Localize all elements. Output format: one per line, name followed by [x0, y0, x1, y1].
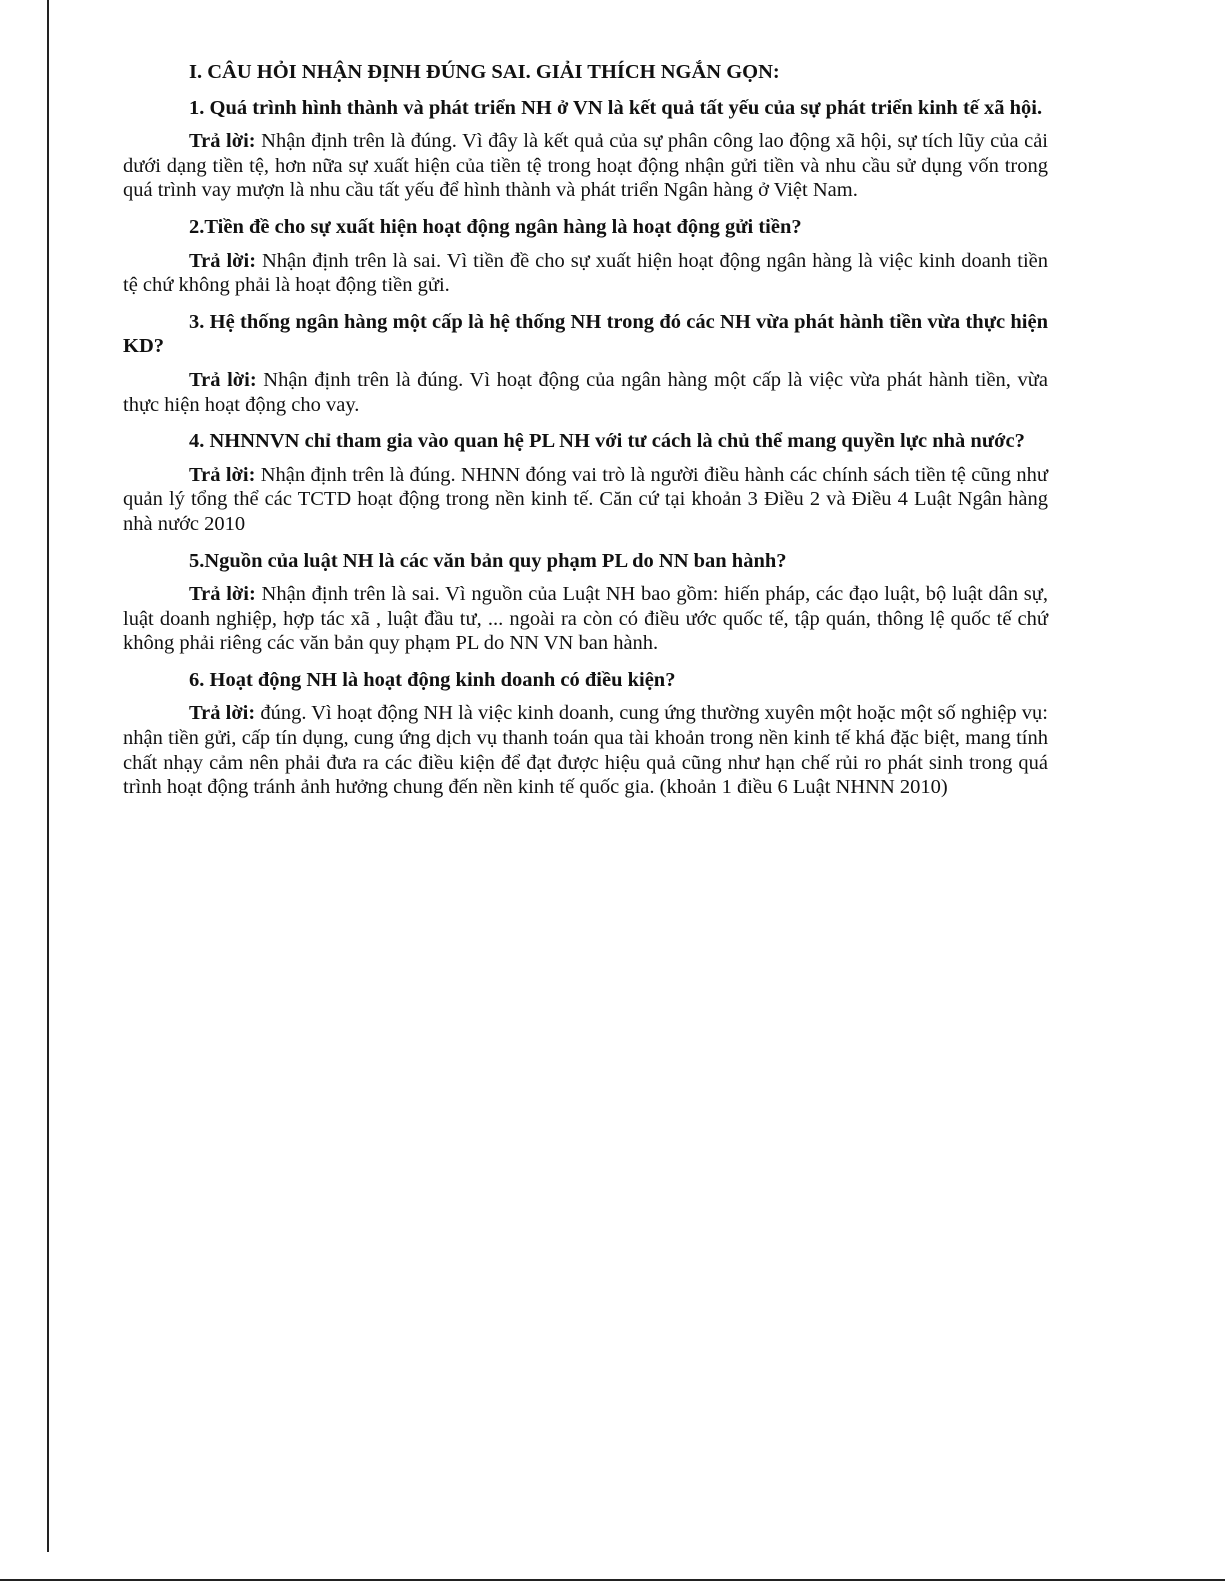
- answer-label: Trả lời:: [189, 583, 256, 606]
- answer-text: Nhận định trên là đúng. Vì hoạt động của ngân hàng một cấp là việc vừa phát hành tiền, vừa thực hiện hoạt động cho vay.: [123, 368, 1048, 416]
- question-2: 2.Tiền đề cho sự xuất hiện hoạt động ngân hàng là hoạt động gửi tiền?: [189, 215, 802, 238]
- answer-text: đúng. Vì hoạt động NH là việc kinh doanh, cung ứng thường xuyên một hoặc một số nghiệp vụ: nhận tiền gửi, cấp tín dụng, cung ứng dịch vụ thanh toán qua tài khoản trong nền kinh tế khá đặc biệt, mang tính chất nhạy cảm nên phải đưa ra các điều kiện để đạt được hiệu quả cũng như hạn chế rủi ro phát sinh trong quá trình hoạt động tránh ảnh hưởng chung đến nền kinh tế quốc gia. (khoản 1 điều 6 Luật NHNN 2010): [123, 702, 1048, 799]
- answer-5: [123, 582, 1048, 656]
- answer-label: Trả lời:: [189, 130, 256, 153]
- qa-item-3: [123, 310, 1048, 417]
- answer-3: [123, 368, 1048, 417]
- question-1: 1. Quá trình hình thành và phát triển NH ở VN là kết quả tất yếu của sự phát triển kinh tế xã hội.: [189, 96, 1043, 119]
- page-bottom-border: [0, 1579, 1225, 1581]
- left-margin-line: [47, 0, 49, 1552]
- answer-label: Trả lời:: [189, 702, 256, 725]
- question-4: 4. NHNNVN chỉ tham gia vào quan hệ PL NH với tư cách là chủ thể mang quyền lực nhà nước?: [189, 430, 1025, 453]
- question-3: 3. Hệ thống ngân hàng một cấp là hệ thống NH trong đó các NH vừa phát hành tiền vừa thực hiện KD?: [123, 310, 1048, 358]
- qa-item-6: [123, 668, 1048, 800]
- answer-4: [123, 463, 1048, 537]
- answer-text: Nhận định trên là sai. Vì tiền đề cho sự xuất hiện hoạt động ngân hàng là việc kinh doanh tiền tệ chứ không phải là hoạt động tiền gửi.: [123, 249, 1048, 297]
- document-body: [123, 60, 1048, 812]
- answer-6: [123, 701, 1048, 799]
- qa-item-2: [123, 215, 1048, 298]
- answer-text: Nhận định trên là đúng. NHNN đóng vai trò là người điều hành các chính sách tiền tệ cũng như quản lý tổng thể các TCTD hoạt động trong nền kinh tế. Căn cứ tại khoản 3 Điều 2 và Điều 4 Luật Ngân hàng nhà nước 2010: [123, 463, 1048, 535]
- answer-label: Trả lời:: [189, 249, 257, 272]
- qa-item-4: [123, 429, 1048, 536]
- answer-text: Nhận định trên là đúng. Vì đây là kết quả của sự phân công lao động xã hội, sự tích lũy của cải dưới dạng tiền tệ, hơn nữa sự xuất hiện của tiền tệ trong hoạt động nhận gửi tiền và nhu cầu sử dụng vốn trong quá trình vay mượn là nhu cầu tất yếu để hình thành và phát triển Ngân hàng ở Việt Nam.: [123, 130, 1048, 202]
- answer-text: Nhận định trên là sai. Vì nguồn của Luật NH bao gồm: hiến pháp, các đạo luật, bộ luật dân sự, luật doanh nghiệp, hợp tác xã , luật đầu tư, ... ngoài ra còn có điều ước quốc tế, tập quán, thông lệ quốc tế chứ không phải riêng các văn bản quy phạm PL do NN VN ban hành.: [123, 583, 1048, 655]
- answer-2: [123, 249, 1048, 298]
- qa-item-1: [123, 96, 1048, 203]
- section-heading: I. CÂU HỎI NHẬN ĐỊNH ĐÚNG SAI. GIẢI THÍCH NGẮN GỌN:: [189, 61, 780, 83]
- question-6: 6. Hoạt động NH là hoạt động kinh doanh có điều kiện?: [189, 668, 676, 691]
- question-5: 5.Nguồn của luật NH là các văn bản quy phạm PL do NN ban hành?: [189, 549, 787, 572]
- answer-label: Trả lời:: [189, 463, 256, 486]
- answer-1: [123, 129, 1048, 203]
- qa-item-5: [123, 549, 1048, 656]
- answer-label: Trả lời:: [189, 368, 257, 391]
